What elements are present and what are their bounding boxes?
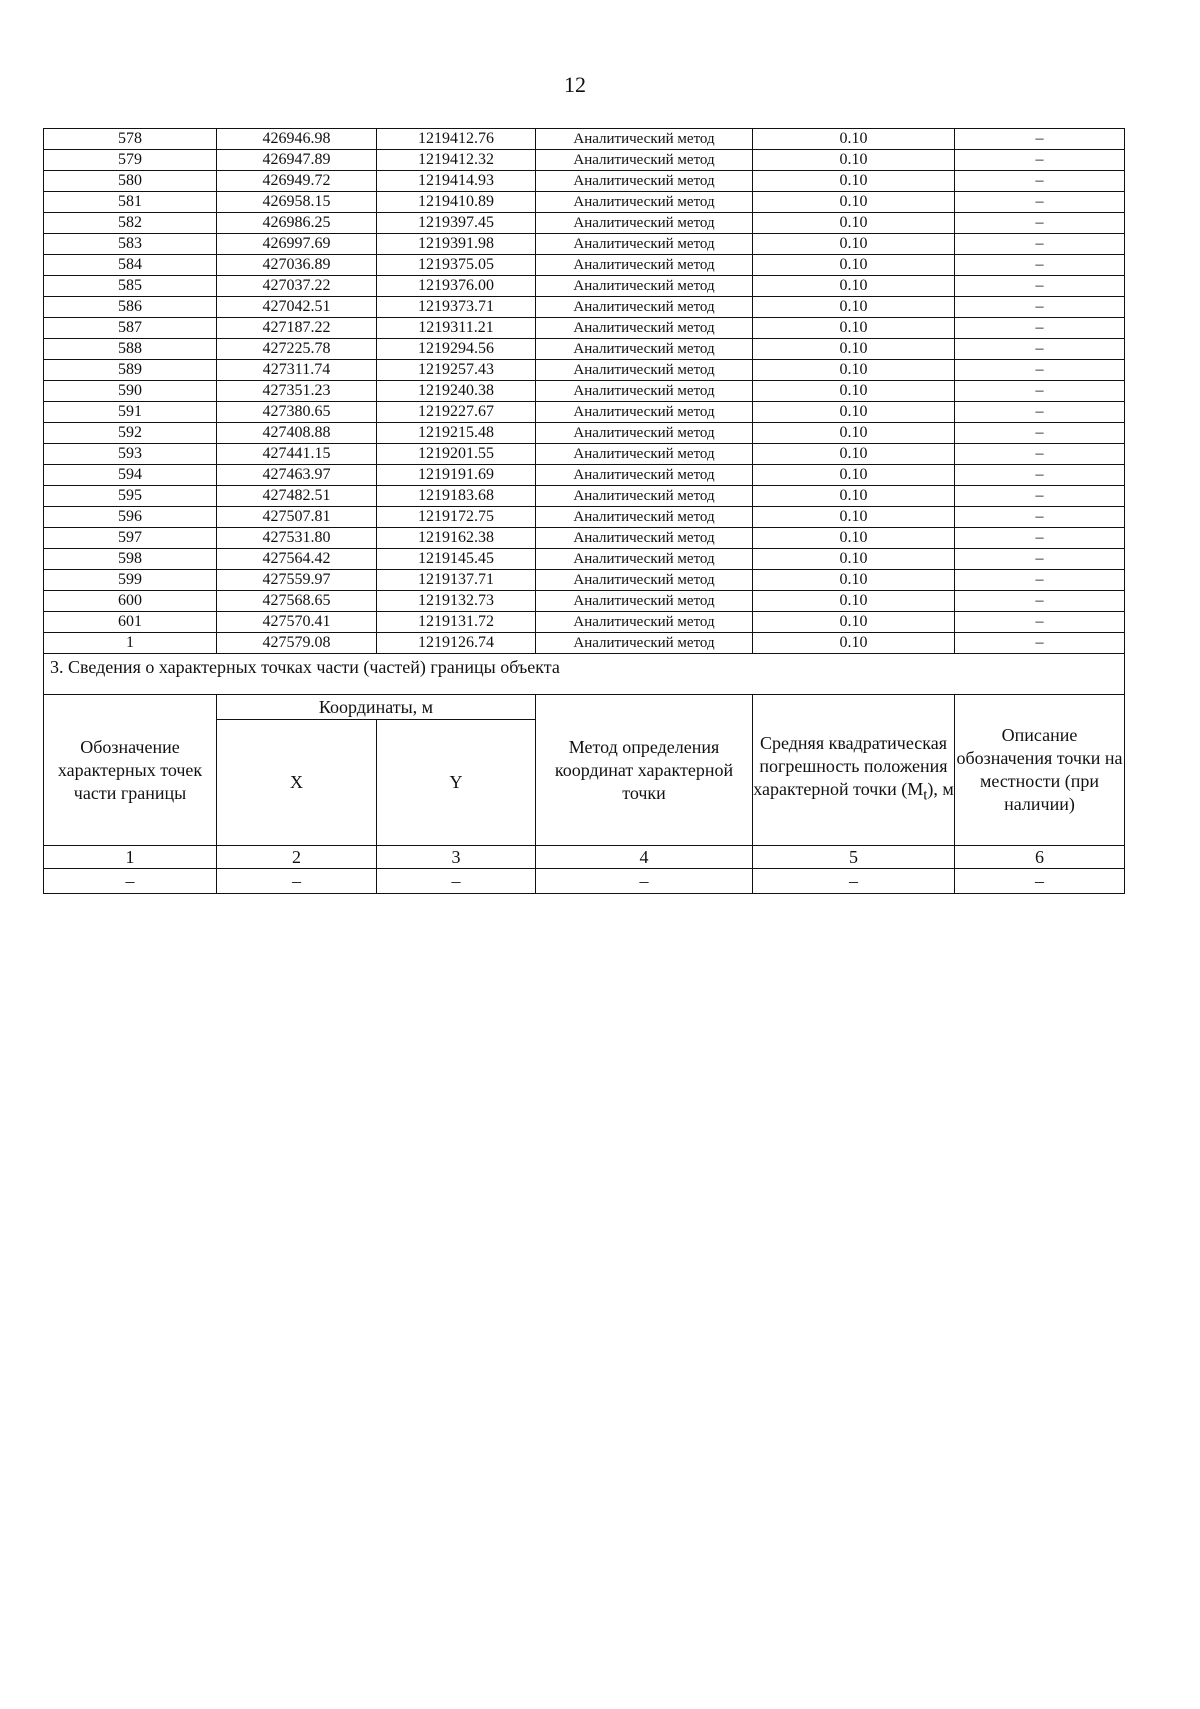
- method-cell: Аналитический метод: [536, 423, 753, 444]
- header-error-main: Средняя квадратическая погрешность положения характерной точки (M: [753, 733, 948, 800]
- point-number-cell: 579: [44, 150, 217, 171]
- point-number-cell: 595: [44, 486, 217, 507]
- x-coordinate-cell: 427311.74: [217, 360, 377, 381]
- description-cell: –: [955, 591, 1125, 612]
- header-error: [753, 695, 955, 846]
- method-cell: Аналитический метод: [536, 171, 753, 192]
- x-coordinate-cell: 426949.72: [217, 171, 377, 192]
- method-cell: Аналитический метод: [536, 234, 753, 255]
- table-row: [44, 318, 1125, 339]
- point-number-cell: 600: [44, 591, 217, 612]
- x-coordinate-cell: 426986.25: [217, 213, 377, 234]
- point-number-cell: 583: [44, 234, 217, 255]
- y-coordinate-cell: 1219132.73: [377, 591, 536, 612]
- table-row: [44, 402, 1125, 423]
- description-cell: –: [955, 528, 1125, 549]
- error-cell: 0.10: [753, 297, 955, 318]
- point-rows: [44, 129, 1125, 654]
- table-row: [44, 633, 1125, 654]
- method-cell: Аналитический метод: [536, 549, 753, 570]
- y-coordinate-cell: 1219131.72: [377, 612, 536, 633]
- table-row: [44, 213, 1125, 234]
- y-coordinate-cell: 1219201.55: [377, 444, 536, 465]
- method-cell: Аналитический метод: [536, 570, 753, 591]
- col-number: 5: [753, 846, 955, 869]
- header-designation: Обозначение характерных точек части границы: [44, 695, 217, 846]
- y-coordinate-cell: 1219373.71: [377, 297, 536, 318]
- point-number-cell: 584: [44, 255, 217, 276]
- description-cell: –: [955, 486, 1125, 507]
- table-row: [44, 528, 1125, 549]
- header-y: Y: [377, 720, 536, 846]
- table-row: [44, 507, 1125, 528]
- x-coordinate-cell: 427036.89: [217, 255, 377, 276]
- y-coordinate-cell: 1219162.38: [377, 528, 536, 549]
- x-coordinate-cell: 426997.69: [217, 234, 377, 255]
- y-coordinate-cell: 1219172.75: [377, 507, 536, 528]
- col-number: 3: [377, 846, 536, 869]
- table-row: [44, 444, 1125, 465]
- empty-cell: –: [377, 869, 536, 894]
- error-cell: 0.10: [753, 360, 955, 381]
- point-number-cell: 578: [44, 129, 217, 150]
- method-cell: Аналитический метод: [536, 192, 753, 213]
- point-number-cell: 586: [44, 297, 217, 318]
- y-coordinate-cell: 1219294.56: [377, 339, 536, 360]
- error-cell: 0.10: [753, 444, 955, 465]
- description-cell: –: [955, 612, 1125, 633]
- y-coordinate-cell: 1219376.00: [377, 276, 536, 297]
- x-coordinate-cell: 427463.97: [217, 465, 377, 486]
- point-number-cell: 593: [44, 444, 217, 465]
- description-cell: –: [955, 402, 1125, 423]
- error-cell: 0.10: [753, 276, 955, 297]
- x-coordinate-cell: 427351.23: [217, 381, 377, 402]
- description-cell: –: [955, 507, 1125, 528]
- x-coordinate-cell: 427531.80: [217, 528, 377, 549]
- error-cell: 0.10: [753, 129, 955, 150]
- x-coordinate-cell: 427380.65: [217, 402, 377, 423]
- method-cell: Аналитический метод: [536, 213, 753, 234]
- point-number-cell: 588: [44, 339, 217, 360]
- error-cell: 0.10: [753, 171, 955, 192]
- point-number-cell: 1: [44, 633, 217, 654]
- error-cell: 0.10: [753, 465, 955, 486]
- method-cell: Аналитический метод: [536, 633, 753, 654]
- page-number: 12: [564, 72, 586, 97]
- method-cell: Аналитический метод: [536, 297, 753, 318]
- header-row-1: [44, 695, 1125, 720]
- x-coordinate-cell: 426947.89: [217, 150, 377, 171]
- error-cell: 0.10: [753, 591, 955, 612]
- description-cell: –: [955, 213, 1125, 234]
- method-cell: Аналитический метод: [536, 381, 753, 402]
- header-coordinates: Координаты, м: [217, 695, 536, 720]
- method-cell: Аналитический метод: [536, 150, 753, 171]
- error-cell: 0.10: [753, 549, 955, 570]
- point-number-cell: 589: [44, 360, 217, 381]
- description-cell: –: [955, 318, 1125, 339]
- point-number-cell: 598: [44, 549, 217, 570]
- header-description: Описание обозначения точки на местности (при наличии): [955, 695, 1125, 846]
- method-cell: Аналитический метод: [536, 465, 753, 486]
- error-cell: 0.10: [753, 402, 955, 423]
- table-row: [44, 150, 1125, 171]
- description-cell: –: [955, 150, 1125, 171]
- y-coordinate-cell: 1219391.98: [377, 234, 536, 255]
- y-coordinate-cell: 1219412.32: [377, 150, 536, 171]
- point-number-cell: 597: [44, 528, 217, 549]
- table-row: [44, 171, 1125, 192]
- x-coordinate-cell: 427042.51: [217, 297, 377, 318]
- table-row: [44, 549, 1125, 570]
- table-row: [44, 570, 1125, 591]
- description-cell: –: [955, 633, 1125, 654]
- method-cell: Аналитический метод: [536, 255, 753, 276]
- point-number-cell: 581: [44, 192, 217, 213]
- y-coordinate-cell: 1219215.48: [377, 423, 536, 444]
- point-number-cell: 594: [44, 465, 217, 486]
- table-row: [44, 612, 1125, 633]
- x-coordinate-cell: 426946.98: [217, 129, 377, 150]
- header-error-sub: t: [923, 787, 928, 804]
- method-cell: Аналитический метод: [536, 507, 753, 528]
- x-coordinate-cell: 427441.15: [217, 444, 377, 465]
- point-number-cell: 587: [44, 318, 217, 339]
- x-coordinate-cell: 427037.22: [217, 276, 377, 297]
- column-number-row: [44, 846, 1125, 869]
- table-row: [44, 297, 1125, 318]
- empty-cell: –: [753, 869, 955, 894]
- error-cell: 0.10: [753, 339, 955, 360]
- y-coordinate-cell: 1219145.45: [377, 549, 536, 570]
- error-cell: 0.10: [753, 234, 955, 255]
- error-cell: 0.10: [753, 507, 955, 528]
- table-row: [44, 465, 1125, 486]
- table-row: [44, 423, 1125, 444]
- x-coordinate-cell: 427564.42: [217, 549, 377, 570]
- header-x: X: [217, 720, 377, 846]
- method-cell: Аналитический метод: [536, 528, 753, 549]
- method-cell: Аналитический метод: [536, 591, 753, 612]
- error-cell: 0.10: [753, 633, 955, 654]
- x-coordinate-cell: 427568.65: [217, 591, 377, 612]
- y-coordinate-cell: 1219191.69: [377, 465, 536, 486]
- x-coordinate-cell: 426958.15: [217, 192, 377, 213]
- section-3-row: [44, 654, 1125, 695]
- point-number-cell: 591: [44, 402, 217, 423]
- description-cell: –: [955, 234, 1125, 255]
- error-cell: 0.10: [753, 570, 955, 591]
- error-cell: 0.10: [753, 150, 955, 171]
- point-number-cell: 582: [44, 213, 217, 234]
- description-cell: –: [955, 255, 1125, 276]
- point-number-cell: 599: [44, 570, 217, 591]
- method-cell: Аналитический метод: [536, 612, 753, 633]
- point-number-cell: 590: [44, 381, 217, 402]
- table-row: [44, 192, 1125, 213]
- table-row: [44, 591, 1125, 612]
- y-coordinate-cell: 1219126.74: [377, 633, 536, 654]
- y-coordinate-cell: 1219414.93: [377, 171, 536, 192]
- method-cell: Аналитический метод: [536, 339, 753, 360]
- table-row: [44, 339, 1125, 360]
- error-cell: 0.10: [753, 528, 955, 549]
- point-number-cell: 580: [44, 171, 217, 192]
- y-coordinate-cell: 1219240.38: [377, 381, 536, 402]
- point-number-cell: 592: [44, 423, 217, 444]
- col-number: 2: [217, 846, 377, 869]
- description-cell: –: [955, 129, 1125, 150]
- description-cell: –: [955, 339, 1125, 360]
- y-coordinate-cell: 1219412.76: [377, 129, 536, 150]
- method-cell: Аналитический метод: [536, 486, 753, 507]
- description-cell: –: [955, 465, 1125, 486]
- method-cell: Аналитический метод: [536, 402, 753, 423]
- point-number-cell: 596: [44, 507, 217, 528]
- table-row: [44, 276, 1125, 297]
- y-coordinate-cell: 1219257.43: [377, 360, 536, 381]
- x-coordinate-cell: 427225.78: [217, 339, 377, 360]
- description-cell: –: [955, 444, 1125, 465]
- table-row: [44, 486, 1125, 507]
- method-cell: Аналитический метод: [536, 360, 753, 381]
- error-cell: 0.10: [753, 192, 955, 213]
- x-coordinate-cell: 427570.41: [217, 612, 377, 633]
- y-coordinate-cell: 1219410.89: [377, 192, 536, 213]
- points-table: [43, 128, 1125, 894]
- y-coordinate-cell: 1219137.71: [377, 570, 536, 591]
- table-row: [44, 129, 1125, 150]
- point-number-cell: 585: [44, 276, 217, 297]
- empty-data-row: [44, 869, 1125, 894]
- method-cell: Аналитический метод: [536, 276, 753, 297]
- table-row: [44, 234, 1125, 255]
- description-cell: –: [955, 192, 1125, 213]
- empty-cell: –: [44, 869, 217, 894]
- x-coordinate-cell: 427408.88: [217, 423, 377, 444]
- description-cell: –: [955, 570, 1125, 591]
- col-number: 4: [536, 846, 753, 869]
- method-cell: Аналитический метод: [536, 444, 753, 465]
- empty-cell: –: [536, 869, 753, 894]
- col-number: 6: [955, 846, 1125, 869]
- section-3-title: 3. Сведения о характерных точках части (частей) границы объекта: [44, 654, 1125, 695]
- empty-cell: –: [217, 869, 377, 894]
- description-cell: –: [955, 171, 1125, 192]
- description-cell: –: [955, 297, 1125, 318]
- table-row: [44, 381, 1125, 402]
- y-coordinate-cell: 1219311.21: [377, 318, 536, 339]
- description-cell: –: [955, 360, 1125, 381]
- description-cell: –: [955, 276, 1125, 297]
- error-cell: 0.10: [753, 318, 955, 339]
- error-cell: 0.10: [753, 612, 955, 633]
- y-coordinate-cell: 1219183.68: [377, 486, 536, 507]
- header-method: Метод определения координат характерной точки: [536, 695, 753, 846]
- error-cell: 0.10: [753, 486, 955, 507]
- point-number-cell: 601: [44, 612, 217, 633]
- col-number: 1: [44, 846, 217, 869]
- x-coordinate-cell: 427559.97: [217, 570, 377, 591]
- x-coordinate-cell: 427579.08: [217, 633, 377, 654]
- x-coordinate-cell: 427507.81: [217, 507, 377, 528]
- method-cell: Аналитический метод: [536, 129, 753, 150]
- y-coordinate-cell: 1219397.45: [377, 213, 536, 234]
- method-cell: Аналитический метод: [536, 318, 753, 339]
- description-cell: –: [955, 381, 1125, 402]
- y-coordinate-cell: 1219227.67: [377, 402, 536, 423]
- x-coordinate-cell: 427187.22: [217, 318, 377, 339]
- description-cell: –: [955, 549, 1125, 570]
- error-cell: 0.10: [753, 381, 955, 402]
- error-cell: 0.10: [753, 255, 955, 276]
- error-cell: 0.10: [753, 423, 955, 444]
- description-cell: –: [955, 423, 1125, 444]
- table-row: [44, 360, 1125, 381]
- x-coordinate-cell: 427482.51: [217, 486, 377, 507]
- table-row: [44, 255, 1125, 276]
- y-coordinate-cell: 1219375.05: [377, 255, 536, 276]
- empty-cell: –: [955, 869, 1125, 894]
- error-cell: 0.10: [753, 213, 955, 234]
- header-error-tail: ), м: [927, 779, 954, 800]
